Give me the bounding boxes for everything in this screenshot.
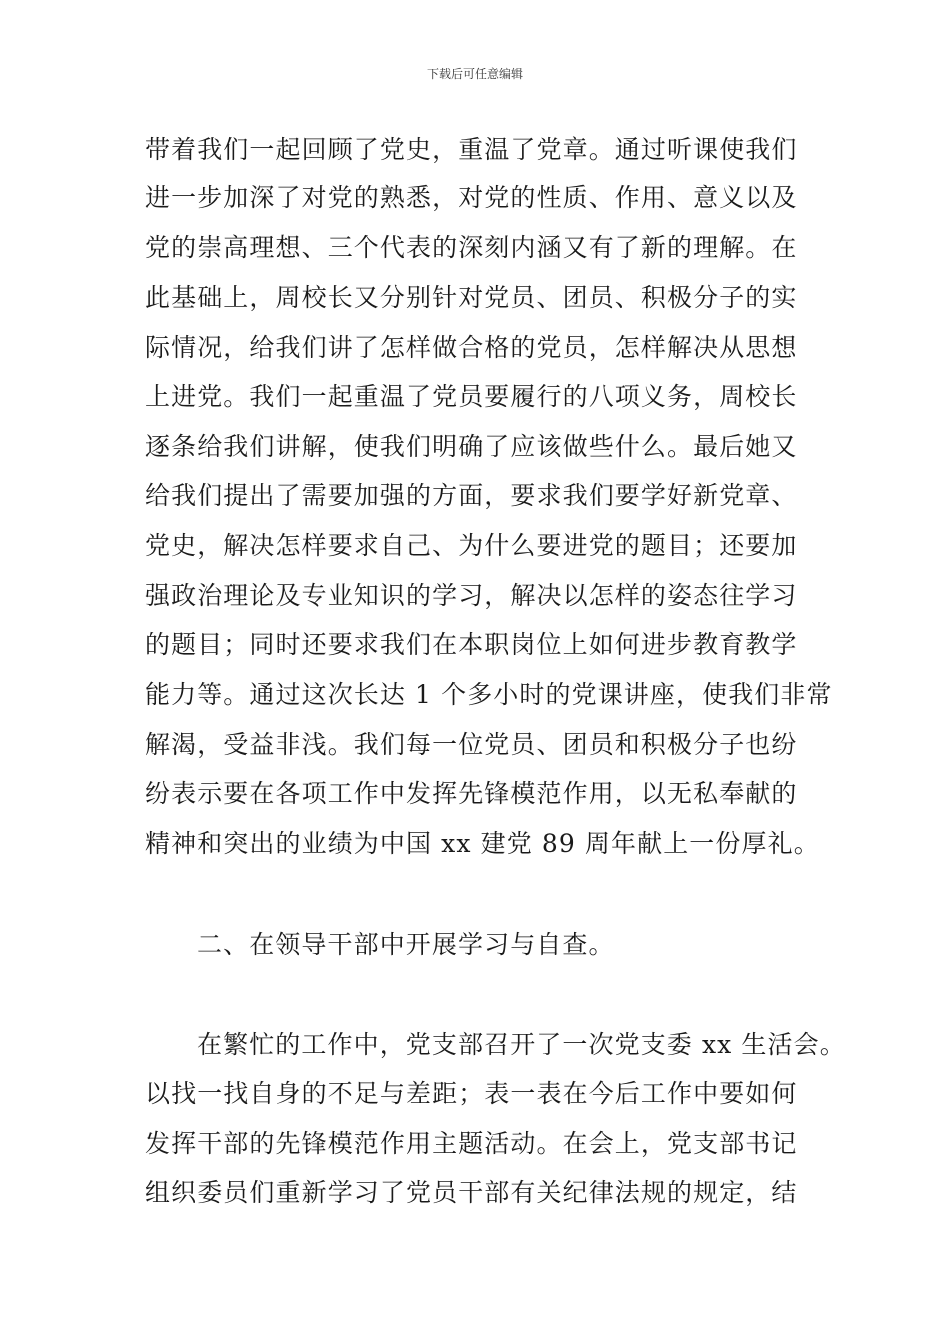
paragraph-line: 进一步加深了对党的熟悉，对党的性质、作用、意义以及 — [145, 183, 798, 212]
paragraph-line: 上进党。我们一起重温了党员要履行的八项义务，周校长 — [145, 382, 798, 411]
paragraph-line: 际情况，给我们讲了怎样做合格的党员，怎样解决从思想 — [145, 333, 798, 362]
paragraph-line: 的题目；同时还要求我们在本职岗位上如何进步教育教学 — [145, 630, 798, 659]
paragraph-line: 解渴，受益非浅。我们每一位党员、团员和积极分子也纷 — [145, 730, 798, 759]
paragraph-line: 纷表示要在各项工作中发挥先锋模范作用，以无私奉献的 — [145, 779, 798, 808]
paragraph-line: 在繁忙的工作中，党支部召开了一次党支委 xx 生活会。 — [197, 1030, 846, 1059]
paragraph-line: 党史，解决怎样要求自己、为什么要进党的题目；还要加 — [145, 531, 798, 560]
paragraph-line: 带着我们一起回顾了党史，重温了党章。通过听课使我们 — [145, 135, 798, 164]
paragraph-line: 给我们提出了需要加强的方面，要求我们要学好新党章、 — [145, 481, 798, 510]
page-header: 下载后可任意编辑 — [426, 67, 523, 81]
paragraph-line: 党的崇高理想、三个代表的深刻内涵又有了新的理解。在 — [145, 233, 798, 262]
paragraph-line: 能力等。通过这次长达 1 个多小时的党课讲座，使我们非常 — [145, 680, 833, 709]
paragraph-line: 精神和突出的业绩为中国 xx 建党 89 周年献上一份厚礼。 — [145, 829, 820, 858]
paragraph-line: 发挥干部的先锋模范作用主题活动。在会上，党支部书记 — [145, 1129, 798, 1158]
paragraph-line: 以找一找自身的不足与差距；表一表在今后工作中要如何 — [145, 1079, 798, 1108]
section-heading: 二、在领导干部中开展学习与自查。 — [197, 930, 615, 959]
paragraph-line: 强政治理论及专业知识的学习，解决以怎样的姿态往学习 — [145, 581, 798, 610]
paragraph-line: 此基础上，周校长又分别针对党员、团员、积极分子的实 — [145, 283, 798, 312]
paragraph-line: 组织委员们重新学习了党员干部有关纪律法规的规定，结 — [145, 1178, 798, 1207]
paragraph-line: 逐条给我们讲解，使我们明确了应该做些什么。最后她又 — [145, 432, 798, 461]
